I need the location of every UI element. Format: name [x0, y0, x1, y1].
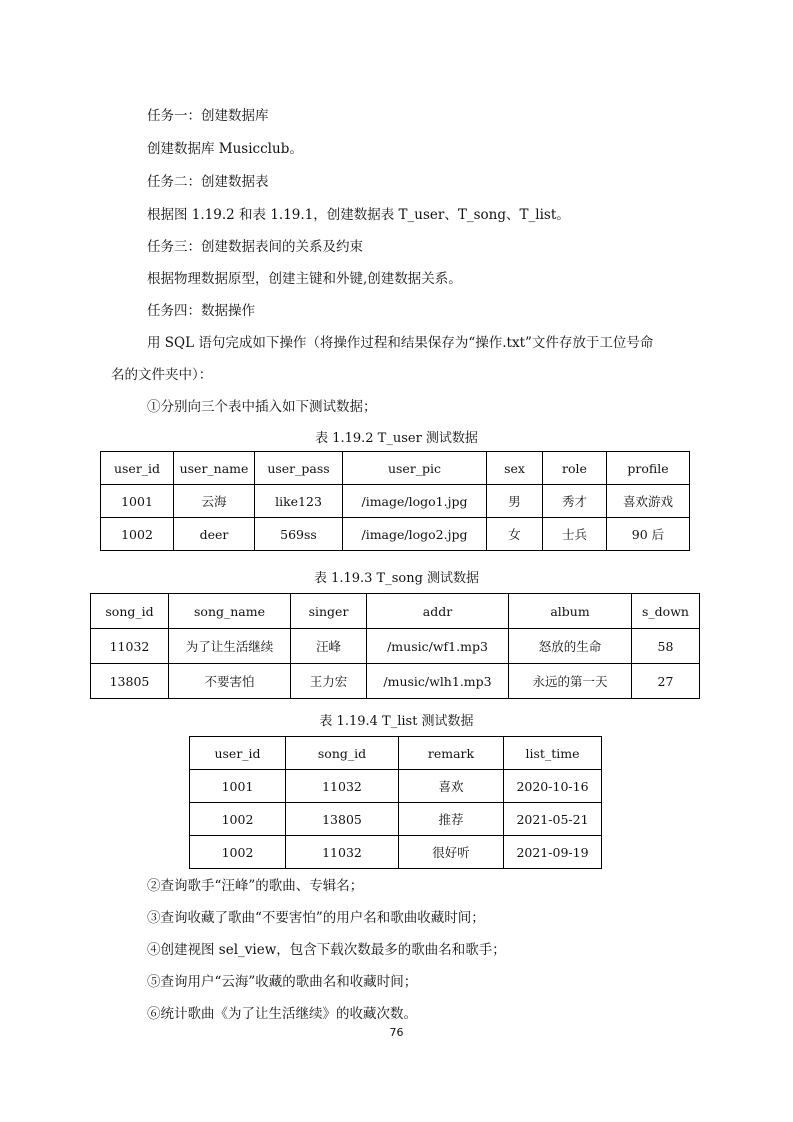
column-header: album — [509, 594, 632, 629]
table-cell: 1002 — [190, 836, 286, 869]
table-row — [91, 664, 700, 699]
table-cell: 11032 — [91, 629, 169, 664]
task-3: ③查询收藏了歌曲“不要害怕”的用户名和歌曲收藏时间； — [147, 910, 485, 926]
table-cell: 11032 — [286, 836, 399, 869]
paragraph-6: 根据物理数据原型，创建主键和外键,创建数据关系。 — [147, 271, 462, 287]
column-header: user_name — [174, 452, 255, 485]
paragraph-8: 用 SQL 语句完成如下操作（将操作过程和结果保存为“操作.txt”文件存放于工位号命 — [147, 335, 654, 351]
table-cell: like123 — [255, 485, 343, 518]
column-header: user_pass — [255, 452, 343, 485]
column-header: song_name — [169, 594, 291, 629]
column-header: user_id — [190, 737, 286, 770]
column-header: remark — [399, 737, 504, 770]
table-cell: 喜欢游戏 — [607, 485, 690, 518]
table-cell: 不要害怕 — [169, 664, 291, 699]
paragraph-5: 任务三：创建数据表间的关系及约束 — [147, 239, 363, 255]
table-cell: 2021-05-21 — [504, 803, 602, 836]
table-row — [190, 803, 602, 836]
table-cell: 王力宏 — [291, 664, 367, 699]
table-cell: 90 后 — [607, 518, 690, 551]
table-cell: 27 — [632, 664, 700, 699]
table-header-row — [101, 452, 690, 485]
table1-caption: 表 1.19.2 T_user 测试数据 — [315, 431, 478, 446]
table-cell: 怒放的生命 — [509, 629, 632, 664]
column-header: user_pic — [343, 452, 487, 485]
table-cell: 1001 — [101, 485, 174, 518]
task-6: ⑥统计歌曲《为了让生活继续》的收藏次数。 — [147, 1006, 417, 1022]
table-cell: 13805 — [91, 664, 169, 699]
table-cell: 男 — [487, 485, 543, 518]
column-header: profile — [607, 452, 690, 485]
table-cell: 秀才 — [543, 485, 607, 518]
table-row — [190, 770, 602, 803]
table-cell: 2021-09-19 — [504, 836, 602, 869]
table-cell: 13805 — [286, 803, 399, 836]
table-cell: /image/logo2.jpg — [343, 518, 487, 551]
column-header: list_time — [504, 737, 602, 770]
page-number: 76 — [389, 1026, 404, 1039]
table-cell: 1001 — [190, 770, 286, 803]
paragraph-9: 名的文件夹中）： — [111, 367, 213, 383]
list-test-data-table — [189, 736, 602, 869]
table-row — [190, 836, 602, 869]
paragraph-7: 任务四：数据操作 — [147, 303, 255, 319]
task-5: ⑤查询用户“云海”收藏的歌曲名和收藏时间； — [147, 974, 418, 990]
table-cell: /music/wlh1.mp3 — [367, 664, 509, 699]
table-cell: 喜欢 — [399, 770, 504, 803]
task-4: ④创建视图 sel_view，包含下载次数最多的歌曲名和歌手； — [147, 942, 506, 958]
table-cell: 永远的第一天 — [509, 664, 632, 699]
column-header: sex — [487, 452, 543, 485]
paragraph-2: 创建数据库 Musicclub。 — [147, 141, 303, 157]
user-test-data-table — [100, 451, 690, 551]
table-cell: 汪峰 — [291, 629, 367, 664]
paragraph-4: 根据图 1.19.2 和表 1.19.1，创建数据表 T_user、T_song、T_list。 — [147, 207, 570, 223]
table-cell: 很好听 — [399, 836, 504, 869]
table-cell: /image/logo1.jpg — [343, 485, 487, 518]
column-header: user_id — [101, 452, 174, 485]
paragraph-1: 任务一：创建数据库 — [147, 108, 269, 124]
table-cell: 士兵 — [543, 518, 607, 551]
task-2: ②查询歌手“汪峰”的歌曲、专辑名； — [147, 878, 364, 894]
table2-caption: 表 1.19.3 T_song 测试数据 — [313, 571, 480, 586]
table-cell: 1002 — [101, 518, 174, 551]
table-cell: 1002 — [190, 803, 286, 836]
column-header: addr — [367, 594, 509, 629]
table-cell: deer — [174, 518, 255, 551]
table-cell: 女 — [487, 518, 543, 551]
table-cell: 569ss — [255, 518, 343, 551]
table-cell: 为了让生活继续 — [169, 629, 291, 664]
table-cell: 云海 — [174, 485, 255, 518]
table-cell: 11032 — [286, 770, 399, 803]
table3-caption: 表 1.19.4 T_list 测试数据 — [319, 714, 474, 729]
paragraph-3: 任务二：创建数据表 — [147, 174, 269, 190]
paragraph-10: ①分别向三个表中插入如下测试数据； — [147, 399, 377, 415]
column-header: song_id — [286, 737, 399, 770]
table-cell: 推荐 — [399, 803, 504, 836]
table-cell: /music/wf1.mp3 — [367, 629, 509, 664]
column-header: singer — [291, 594, 367, 629]
column-header: role — [543, 452, 607, 485]
table-cell: 58 — [632, 629, 700, 664]
table-row — [91, 629, 700, 664]
table-row — [101, 518, 690, 551]
table-header-row — [190, 737, 602, 770]
table-header-row — [91, 594, 700, 629]
table-row — [101, 485, 690, 518]
table-cell: 2020-10-16 — [504, 770, 602, 803]
column-header: song_id — [91, 594, 169, 629]
song-test-data-table — [90, 593, 700, 699]
column-header: s_down — [632, 594, 700, 629]
